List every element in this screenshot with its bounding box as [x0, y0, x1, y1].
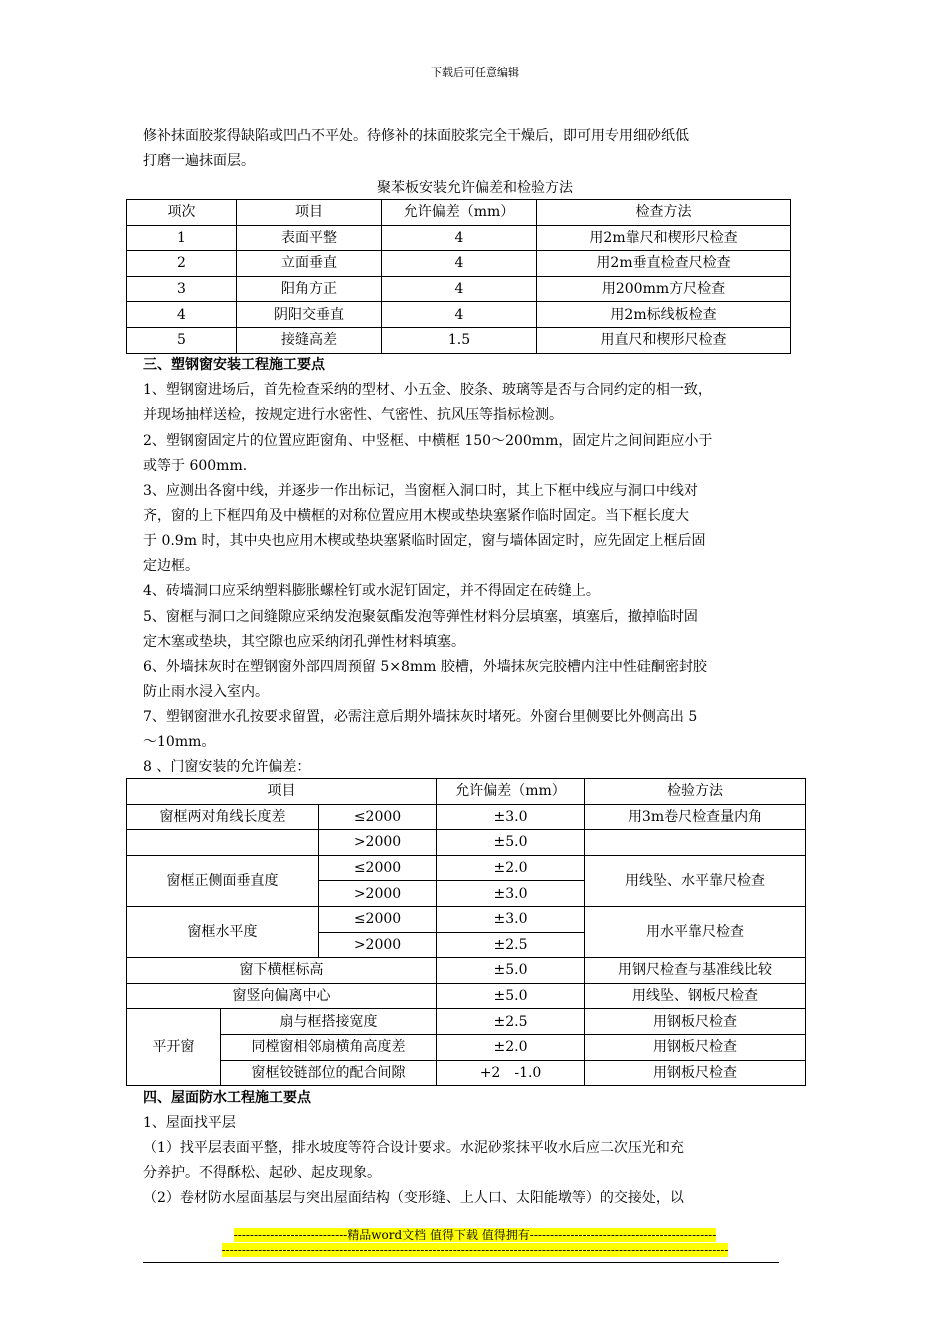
- table-cell: 窗框两对角线长度差: [127, 804, 319, 830]
- table-row: [127, 1060, 806, 1086]
- header-cell: 检查方法: [537, 200, 791, 226]
- section3-line: 7、塑钢窗泄水孔按要求留置，必需注意后期外墙抹灰时堵死。外窗台里侧要比外侧高出 5: [143, 709, 698, 725]
- section3-line: 6、外墙抹灰时在塑钢窗外部四周预留 5×8mm 胶槽，外墙抹灰完胶槽内注中性硅酮密封胶: [143, 659, 707, 675]
- section3-heading: 三、塑钢窗安装工程施工要点: [143, 357, 325, 373]
- section3-line: 1、塑钢窗进场后，首先检查采纳的型材、小五金、胶条、玻璃等是否与合同约定的相一致，: [143, 382, 712, 398]
- table-cell: >2000: [319, 881, 437, 907]
- table-cell: >2000: [319, 932, 437, 958]
- table-row: [127, 225, 791, 251]
- table-cell: 平开窗: [127, 1009, 221, 1086]
- table-cell: 用直尺和楔形尺检查: [537, 327, 791, 353]
- table-row: [127, 251, 791, 277]
- table-cell: 用钢板尺检查: [585, 1034, 806, 1060]
- section3-line: ～10mm。: [143, 734, 216, 750]
- table-cell: 用钢板尺检查: [585, 1009, 806, 1035]
- table-cell: 扇与框搭接宽度: [221, 1009, 437, 1035]
- table-row: [127, 1009, 806, 1035]
- table-cell: 表面平整: [237, 225, 382, 251]
- section3-line: 或等于 600mm.: [143, 458, 248, 474]
- table-cell: +2 -1.0: [437, 1060, 585, 1086]
- header-cell: 项目: [127, 779, 437, 805]
- table-cell: 4: [382, 225, 537, 251]
- section3-line: 齐，窗的上下框四角及中横框的对称位置应用木楔或垫块塞紧作临时固定。当下框长度大: [143, 508, 689, 524]
- table-cell: [127, 830, 319, 856]
- footer-banner-line-2: [0, 1243, 950, 1257]
- table-cell: ±2.0: [437, 855, 585, 881]
- table-row: [127, 906, 806, 932]
- table-cell: 同樘窗相邻扇横角高度差: [221, 1034, 437, 1060]
- table-cell: ≤2000: [319, 855, 437, 881]
- footer-text-1: ----------------------------精品word文档 值得下载 值得拥有----------------------------------------------: [233, 1228, 717, 1242]
- section4-line: 1、屋面找平层: [143, 1115, 236, 1131]
- table-row: [127, 958, 806, 984]
- table-cell: 2: [127, 251, 237, 277]
- header-cell: 检验方法: [585, 779, 806, 805]
- table-cell: 用水平靠尺检查: [585, 906, 806, 957]
- table-cell: 用钢尺检查与基准线比较: [585, 958, 806, 984]
- section3-line: 定木塞或垫块，其空隙也应采纳闭孔弹性材料填塞。: [143, 634, 465, 650]
- table-cell: 3: [127, 276, 237, 302]
- table-row: [127, 327, 791, 353]
- table-cell: 用3m卷尺检查量内角: [585, 804, 806, 830]
- table-cell: ±5.0: [437, 983, 585, 1009]
- table-cell: 用线坠、水平靠尺检查: [585, 855, 806, 906]
- table-cell: 4: [382, 302, 537, 328]
- table-cell: [585, 830, 806, 856]
- header-cell: 允许偏差（mm）: [437, 779, 585, 805]
- table-row: [127, 830, 806, 856]
- tolerance-table-eps: [126, 199, 791, 354]
- table-row: [127, 855, 806, 881]
- table-cell: 4: [382, 251, 537, 277]
- table-row: [127, 1034, 806, 1060]
- table-cell: ±3.0: [437, 881, 585, 907]
- table-row: [127, 302, 791, 328]
- header-cell: 允许偏差（mm）: [382, 200, 537, 226]
- section3-line: 4、砖墙洞口应采纳塑料膨胀螺栓钉或水泥钉固定，并不得固定在砖缝上。: [143, 583, 600, 599]
- table-cell: 阳角方正: [237, 276, 382, 302]
- section3-line: 并现场抽样送检，按规定进行水密性、气密性、抗风压等指标检测。: [143, 407, 563, 423]
- table-cell: 5: [127, 327, 237, 353]
- table-cell: 用线坠、钢板尺检查: [585, 983, 806, 1009]
- table-header-row: [127, 779, 806, 805]
- table-cell: ≤2000: [319, 804, 437, 830]
- table-cell: 窗下横框标高: [127, 958, 437, 984]
- section3-line: 2、塑钢窗固定片的位置应距窗角、中竖框、中横框 150～200mm，固定片之间间距应小于: [143, 433, 713, 449]
- table-cell: 用2m靠尺和楔形尺检查: [537, 225, 791, 251]
- page-header: 下载后可任意编辑: [431, 66, 519, 79]
- table-cell: ≤2000: [319, 906, 437, 932]
- table-cell: ±2.0: [437, 1034, 585, 1060]
- section3-line: 定边框。: [143, 558, 199, 574]
- section3-line: 于 0.9m 时，其中央也应用木楔或垫块塞紧临时固定，窗与墙体固定时，应先固定上框后固: [143, 533, 706, 549]
- footer-banner-line-1: [0, 1226, 950, 1243]
- section3-line: 8 、门窗安装的允许偏差：: [143, 759, 311, 775]
- table-cell: 用钢板尺检查: [585, 1060, 806, 1086]
- footer-divider: [143, 1262, 779, 1263]
- table-row: [127, 804, 806, 830]
- table-cell: 1: [127, 225, 237, 251]
- section3-line: 3、应测出各窗中线，并逐步一作出标记，当窗框入洞口时，其上下框中线应与洞口中线对: [143, 483, 698, 499]
- section4-line: 分养护。不得酥松、起砂、起皮现象。: [143, 1165, 381, 1181]
- section4-line: （2）卷材防水屋面基层与突出屋面结构（变形缝、上人口、太阳能墩等）的交接处，以: [143, 1190, 684, 1206]
- table-cell: >2000: [319, 830, 437, 856]
- table1-title: 聚苯板安装允许偏差和检验方法: [377, 180, 573, 196]
- table-cell: 1.5: [382, 327, 537, 353]
- table-cell: ±5.0: [437, 830, 585, 856]
- section4-heading: 四、屋面防水工程施工要点: [143, 1090, 311, 1106]
- tolerance-table-windows: [126, 778, 806, 1086]
- table-cell: ±2.5: [437, 932, 585, 958]
- table-cell: 窗框铰链部位的配合间隙: [221, 1060, 437, 1086]
- table-cell: ±5.0: [437, 958, 585, 984]
- table-cell: 4: [382, 276, 537, 302]
- table-row: [127, 983, 806, 1009]
- table-cell: ±2.5: [437, 1009, 585, 1035]
- table-row: [127, 276, 791, 302]
- header-cell: 项目: [237, 200, 382, 226]
- table-cell: 4: [127, 302, 237, 328]
- table-cell: ±3.0: [437, 804, 585, 830]
- table-cell: 窗框正侧面垂直度: [127, 855, 319, 906]
- table-header-row: [127, 200, 791, 226]
- table-cell: 窗框水平度: [127, 906, 319, 957]
- footer-text-2: -----------------------------------------------------------------------------------------------------------------------------: [221, 1243, 729, 1257]
- section4-line: （1）找平层表面平整，排水坡度等符合设计要求。水泥砂浆抹平收水后应二次压光和充: [143, 1140, 684, 1156]
- section3-line: 防止雨水浸入室内。: [143, 684, 269, 700]
- table-cell: 立面垂直: [237, 251, 382, 277]
- table-cell: 用2m垂直检查尺检查: [537, 251, 791, 277]
- table-cell: 阴阳交垂直: [237, 302, 382, 328]
- table-cell: 用200mm方尺检查: [537, 276, 791, 302]
- table-cell: 窗竖向偏离中心: [127, 983, 437, 1009]
- intro-line-1: 修补抹面胶浆得缺陷或凹凸不平处。待修补的抹面胶浆完全干燥后，即可用专用细砂纸低: [143, 128, 689, 144]
- table-cell: 用2m标线板检查: [537, 302, 791, 328]
- intro-line-2: 打磨一遍抹面层。: [143, 153, 255, 169]
- header-cell: 项次: [127, 200, 237, 226]
- section3-line: 5、窗框与洞口之间缝隙应采纳发泡聚氨酯发泡等弹性材料分层填塞，填塞后，撤掉临时固: [143, 609, 698, 625]
- table-cell: ±3.0: [437, 906, 585, 932]
- table-cell: 接缝高差: [237, 327, 382, 353]
